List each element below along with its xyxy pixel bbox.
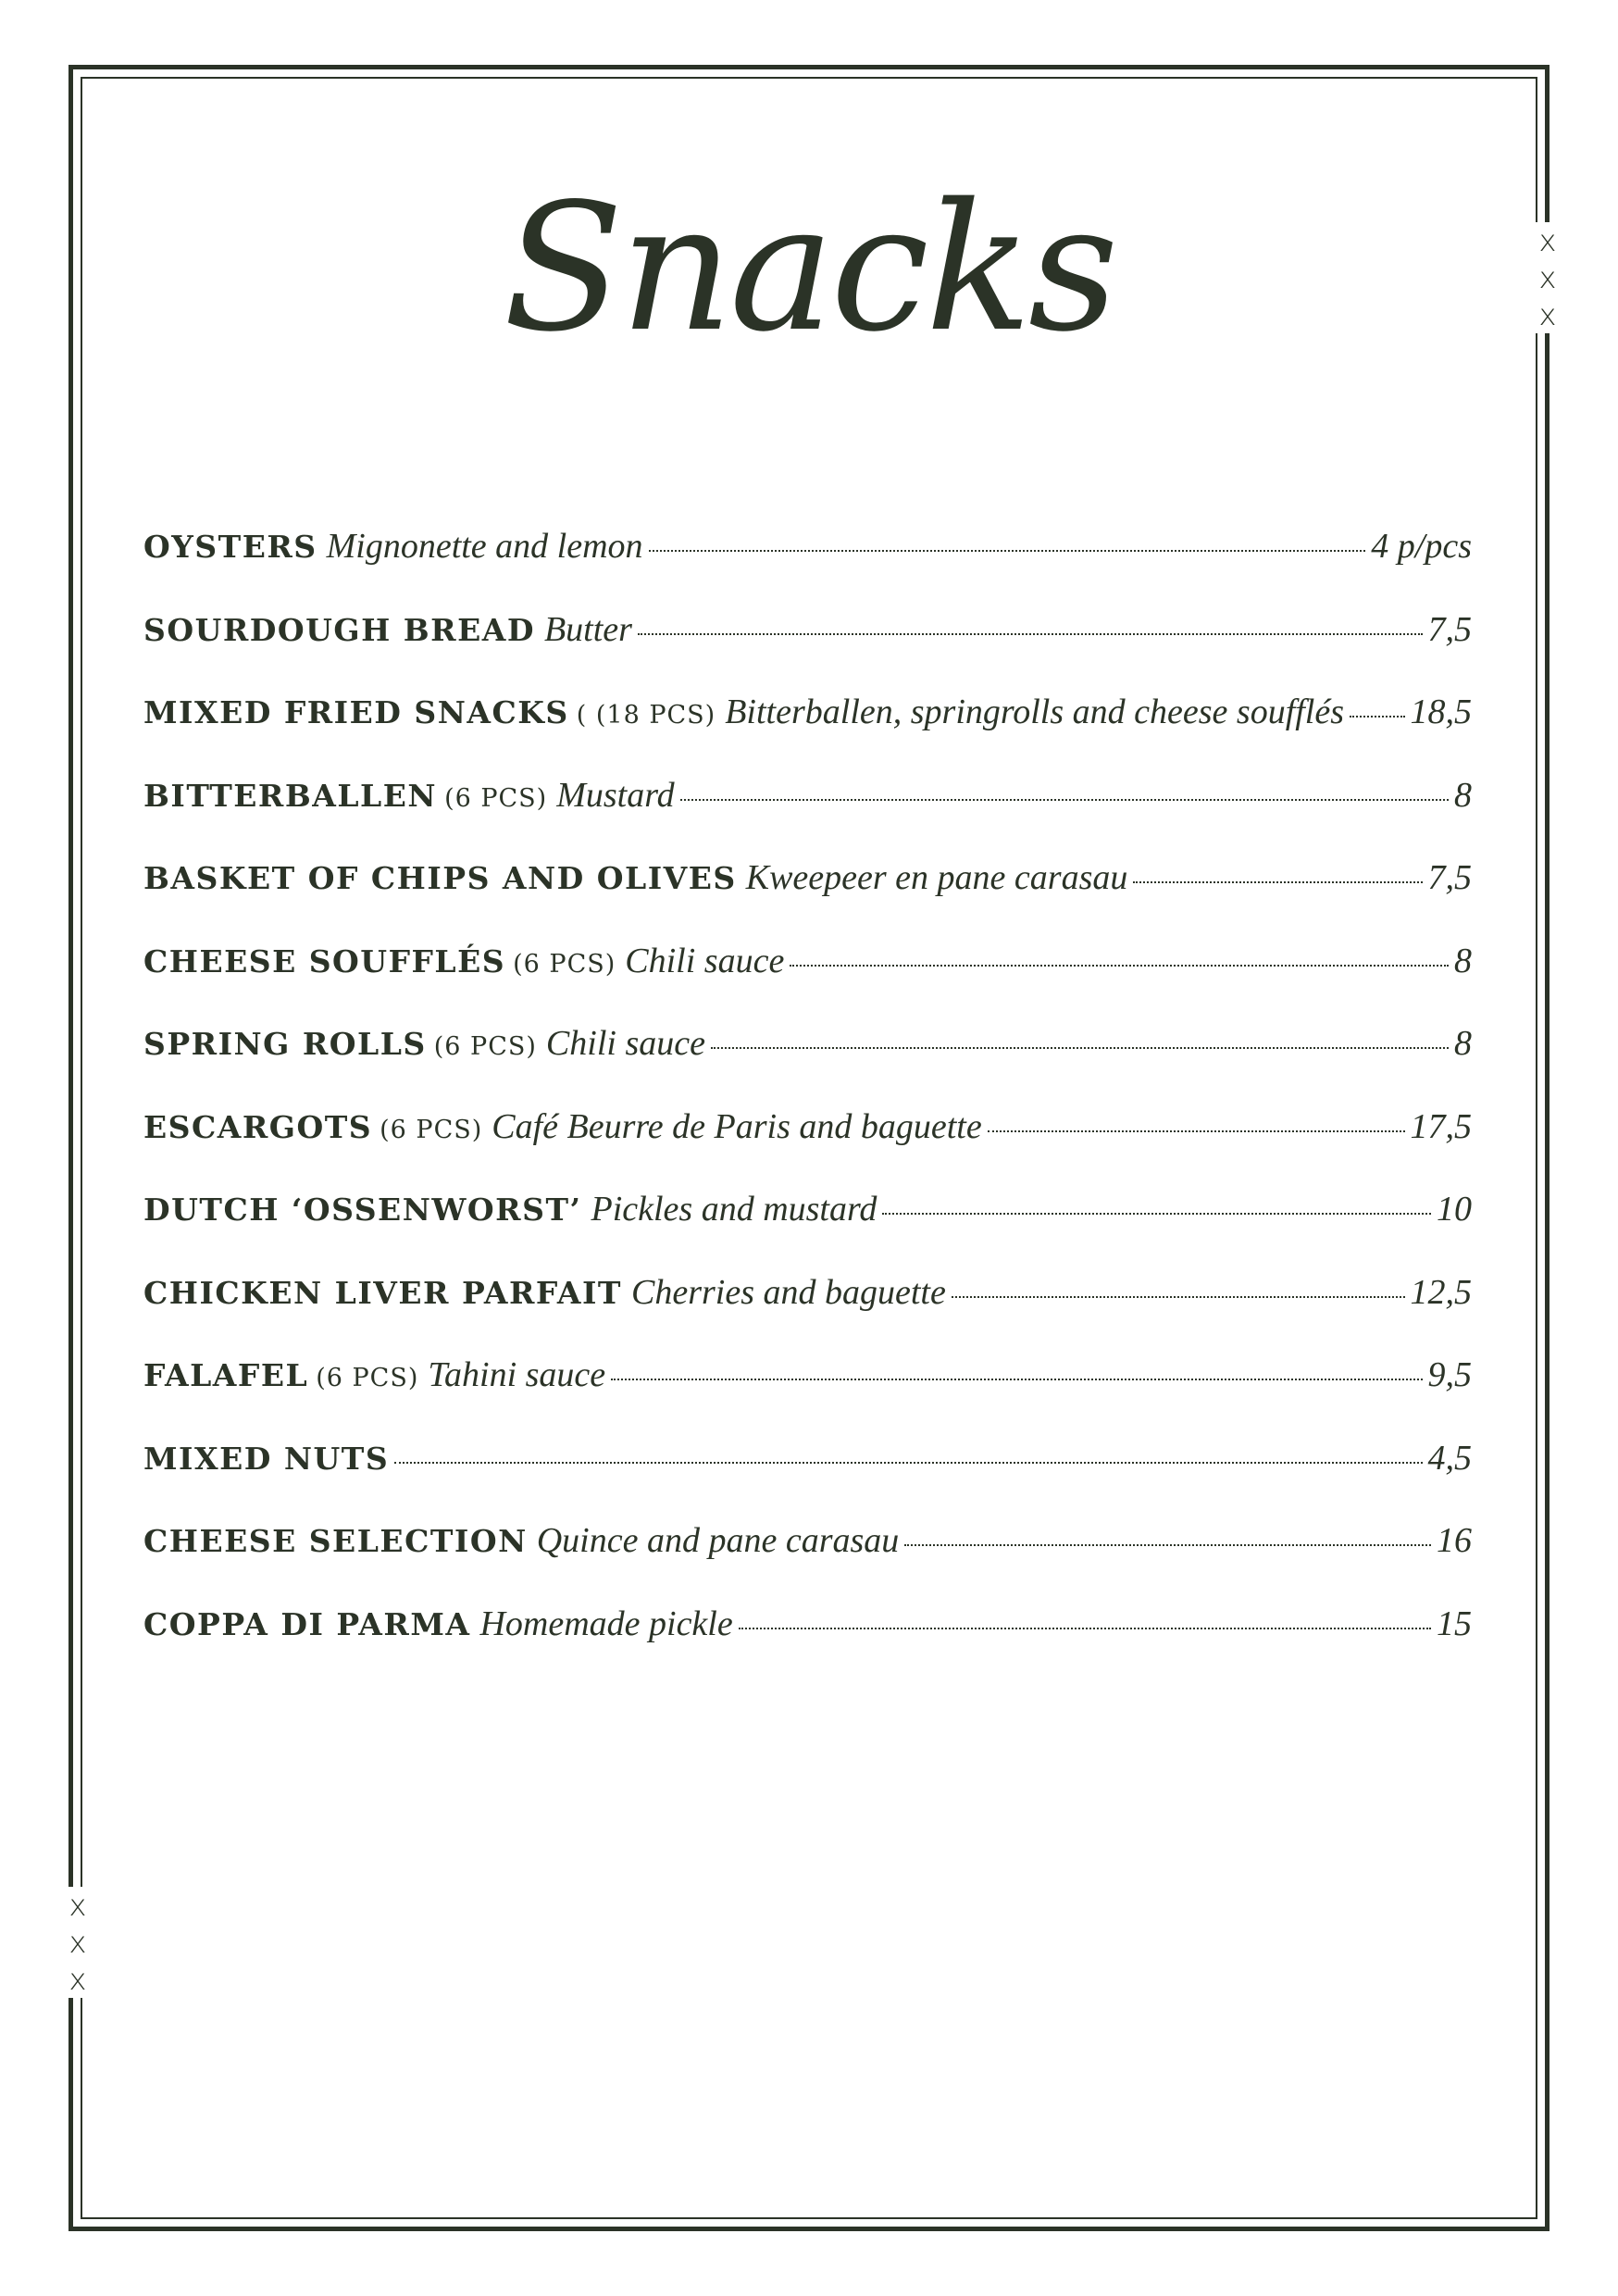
dot-leader (790, 965, 1449, 967)
mark-x: x (68, 1925, 87, 1960)
item-price: 18,5 (1410, 693, 1472, 731)
corner-mark-left (59, 1887, 96, 1998)
item-quantity: (6 PCS) (316, 1364, 419, 1392)
item-description: Kweepeer en pane carasau (745, 858, 1128, 897)
item-description: Homemade pickle (479, 1603, 733, 1643)
item-description: Mustard (556, 775, 675, 815)
item-price: 8 (1454, 941, 1472, 980)
item-name: BASKET OF CHIPS AND OLIVES (143, 860, 737, 896)
item-quantity: (6 PCS) (444, 783, 548, 813)
menu-item (143, 692, 1472, 775)
menu-item (143, 1603, 1472, 1687)
item-name: MIXED NUTS (143, 1440, 390, 1477)
item-price: 7,5 (1427, 858, 1472, 897)
item-price: 4,5 (1427, 1438, 1472, 1478)
dot-leader (882, 1213, 1431, 1215)
item-name: CHICKEN LIVER PARFAIT (143, 1274, 622, 1311)
menu-item (143, 526, 1472, 609)
dot-leader (394, 1462, 1422, 1464)
dot-leader (988, 1130, 1405, 1132)
snack-menu-list (143, 526, 1472, 1686)
item-description: Quince and pane carasau (536, 1521, 900, 1560)
item-description: Café Beurre de Paris and baguette (492, 1106, 982, 1146)
item-description: Cherries and baguette (630, 1272, 946, 1312)
item-name: BITTERBALLEN (143, 777, 438, 814)
dot-leader (1350, 716, 1404, 718)
mark-x: x (1538, 223, 1557, 258)
dot-leader (952, 1296, 1405, 1298)
item-name: SPRING ROLLS (143, 1026, 427, 1062)
menu-item (143, 775, 1472, 858)
item-price: 10 (1437, 1190, 1472, 1229)
item-price: 15 (1437, 1603, 1472, 1643)
dot-leader (638, 633, 1423, 635)
menu-item (143, 1520, 1472, 1603)
item-description: Chili sauce (545, 1024, 705, 1063)
menu-title: Snacks (503, 166, 1115, 370)
menu-item (143, 1189, 1472, 1272)
item-description: Bitterballen, springrolls and cheese soufflés (725, 693, 1345, 731)
item-name: CHEESE SELECTION (143, 1523, 528, 1559)
dot-leader (904, 1544, 1431, 1546)
item-name: OYSTERS (143, 529, 317, 565)
dot-leader (649, 550, 1366, 552)
menu-item (143, 1023, 1472, 1106)
dot-leader (611, 1379, 1422, 1380)
menu-item (143, 857, 1472, 941)
item-name: FALAFEL (143, 1357, 309, 1393)
item-name: CHEESE SOUFFLÉS (143, 942, 506, 980)
item-price: 12,5 (1410, 1272, 1472, 1312)
item-description: Chili sauce (625, 941, 785, 980)
item-description: Pickles and mustard (591, 1190, 877, 1229)
item-price: 8 (1454, 775, 1472, 815)
item-price: 7,5 (1427, 609, 1472, 649)
item-name: SOURDOUGH BREAD (143, 611, 535, 648)
menu-item (143, 609, 1472, 693)
item-price: 4 p/pcs (1371, 527, 1472, 566)
item-description: Tahini sauce (428, 1355, 606, 1394)
menu-item (143, 1106, 1472, 1190)
item-description: Butter (543, 609, 632, 649)
item-name: DUTCH ‘OSSENWORST’ (143, 1192, 582, 1228)
item-name: ESCARGOTS (143, 1108, 373, 1145)
item-price: 8 (1454, 1024, 1472, 1063)
menu-item (143, 941, 1472, 1024)
item-quantity: ( (18 PCS) (576, 701, 716, 730)
menu-item (143, 1272, 1472, 1355)
dot-leader (739, 1628, 1431, 1629)
mark-x: x (68, 1888, 87, 1923)
mark-x: x (1538, 297, 1557, 332)
dot-leader (1133, 881, 1422, 883)
item-price: 17,5 (1410, 1106, 1472, 1146)
item-price: 16 (1437, 1521, 1472, 1560)
item-quantity: (6 PCS) (513, 949, 616, 979)
mark-x: x (68, 1962, 87, 1997)
item-name: MIXED FRIED SNACKS (143, 694, 569, 730)
item-price: 9,5 (1427, 1355, 1472, 1394)
dot-leader (711, 1047, 1449, 1049)
item-quantity: (6 PCS) (433, 1032, 537, 1061)
item-description: Mignonette and lemon (326, 527, 643, 566)
menu-item (143, 1438, 1472, 1521)
menu-item (143, 1354, 1472, 1438)
item-quantity: (6 PCS) (380, 1115, 483, 1144)
mark-x: x (1538, 260, 1557, 295)
item-name: COPPA DI PARMA (143, 1605, 471, 1642)
dot-leader (680, 799, 1449, 801)
